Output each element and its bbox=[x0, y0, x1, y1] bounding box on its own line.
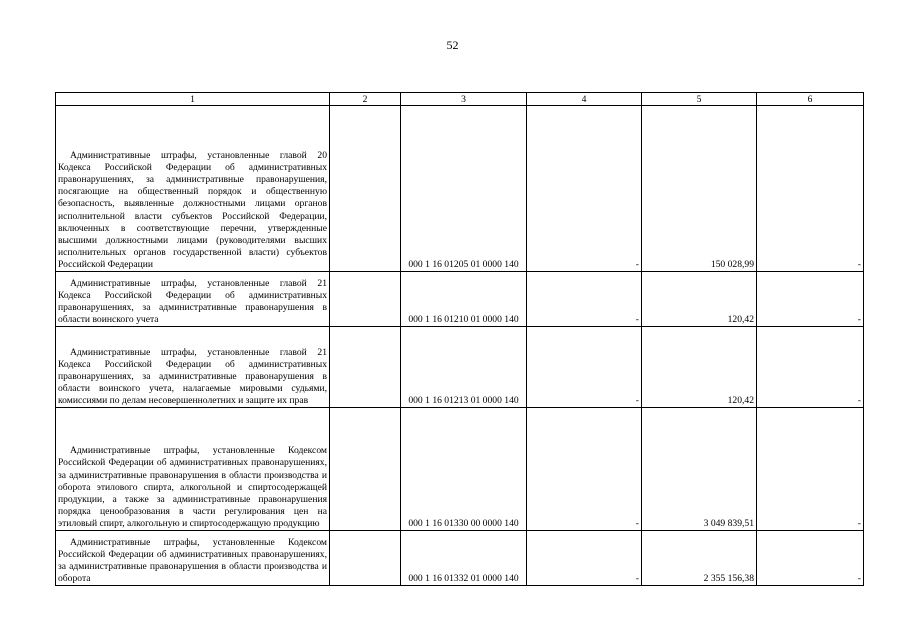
table-row bbox=[56, 106, 864, 272]
row-col6: - bbox=[757, 327, 864, 408]
row-description: Административные штрафы, установленные главой 21 Кодекса Российской Федерации об административных правонарушениях, за административные правонарушения в области воинского учета bbox=[56, 272, 330, 327]
row-col6: - bbox=[757, 408, 864, 531]
row-col2 bbox=[330, 531, 401, 586]
row-col6: - bbox=[757, 106, 864, 272]
row-col4: - bbox=[527, 272, 642, 327]
table-row bbox=[56, 531, 864, 586]
row-amount: 2 355 156,38 bbox=[642, 531, 757, 586]
page-number: 52 bbox=[446, 38, 459, 52]
row-code: 000 1 16 01332 01 0000 140 bbox=[401, 531, 527, 586]
row-amount: 120,42 bbox=[642, 272, 757, 327]
row-col4: - bbox=[527, 106, 642, 272]
revenue-table bbox=[55, 92, 864, 586]
row-amount: 120,42 bbox=[642, 327, 757, 408]
column-header-3: 3 bbox=[401, 93, 527, 106]
row-description: Административные штрафы, установленные главой 21 Кодекса Российской Федерации об административных правонарушениях, за административные правонарушения в области воинского учета, налагаемые мировыми судьями, комиссиями по делам несовершеннолетних и защите их прав bbox=[56, 327, 330, 408]
column-header-6: 6 bbox=[757, 93, 864, 106]
table-row bbox=[56, 408, 864, 531]
row-description: Административные штрафы, установленные главой 20 Кодекса Российской Федерации об административных правонарушениях, за административные правонарушения, посягающие на общественный порядок и общественную безопасность, выявленные должностными лицами органов исполнительной власти субъектов Российской Федерации, включенных в соответствующие перечни, утвержденные высшими должностными лицами (руководителями высших исполнительных органов государственной власти) субъектов Российской Федерации bbox=[56, 106, 330, 272]
row-code: 000 1 16 01213 01 0000 140 bbox=[401, 327, 527, 408]
row-col4: - bbox=[527, 408, 642, 531]
row-col6: - bbox=[757, 272, 864, 327]
row-col6: - bbox=[757, 531, 864, 586]
table-row bbox=[56, 327, 864, 408]
table-header-row bbox=[56, 93, 864, 106]
row-code: 000 1 16 01330 00 0000 140 bbox=[401, 408, 527, 531]
column-header-4: 4 bbox=[527, 93, 642, 106]
column-header-2: 2 bbox=[330, 93, 401, 106]
row-description: Административные штрафы, установленные Кодексом Российской Федерации об административных правонарушениях, за административные правонарушения в области производства и оборота этилового спирта, алкогольной и спиртосодержащей продукции, а также за административные правонарушения порядка ценообразования в части регулирования цен на этиловый спирт, алкогольную и спиртосодержащую продукцию bbox=[56, 408, 330, 531]
row-amount: 3 049 839,51 bbox=[642, 408, 757, 531]
row-code: 000 1 16 01205 01 0000 140 bbox=[401, 106, 527, 272]
row-col4: - bbox=[527, 327, 642, 408]
row-description: Административные штрафы, установленные Кодексом Российской Федерации об административных правонарушениях, за административные правонарушения в области производства и оборота bbox=[56, 531, 330, 586]
row-col4: - bbox=[527, 531, 642, 586]
row-col2 bbox=[330, 106, 401, 272]
column-header-1: 1 bbox=[56, 93, 330, 106]
row-col2 bbox=[330, 408, 401, 531]
table-row bbox=[56, 272, 864, 327]
row-col2 bbox=[330, 272, 401, 327]
row-code: 000 1 16 01210 01 0000 140 bbox=[401, 272, 527, 327]
column-header-5: 5 bbox=[642, 93, 757, 106]
row-amount: 150 028,99 bbox=[642, 106, 757, 272]
row-col2 bbox=[330, 327, 401, 408]
